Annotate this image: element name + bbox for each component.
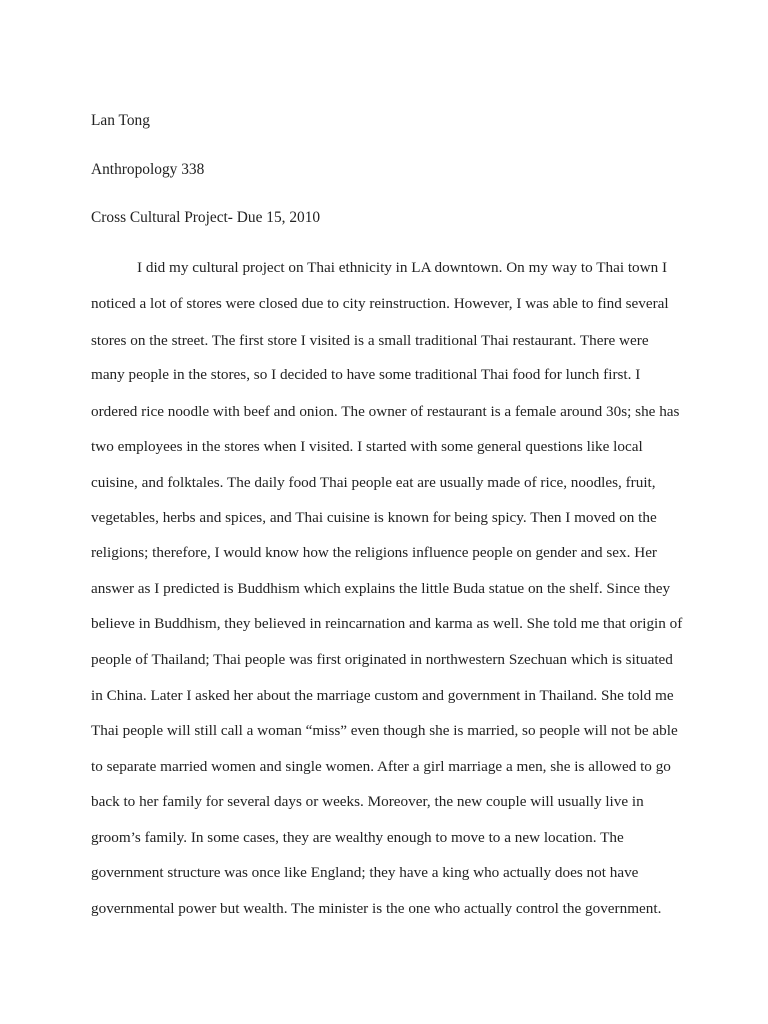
paragraph-line: in China. Later I asked her about the marriage custom and government in Thailand. She told me <box>91 687 674 704</box>
paragraph-line: stores on the street. The first store I visited is a small traditional Thai restaurant. There were <box>91 332 649 349</box>
course-name: Anthropology 338 <box>91 161 205 178</box>
project-title: Cross Cultural Project- Due 15, 2010 <box>91 209 321 226</box>
paragraph-line: to separate married women and single women. After a girl marriage a men, she is allowed to go <box>91 758 671 775</box>
paragraph-line: answer as I predicted is Buddhism which explains the little Buda statue on the shelf. Since they <box>91 580 671 597</box>
paragraph-line: many people in the stores, so I decided to have some traditional Thai food for lunch first. I <box>91 366 641 383</box>
paragraph-line: government structure was once like England; they have a king who actually does not have <box>91 864 639 881</box>
paragraph-line: I did my cultural project on Thai ethnicity in LA downtown. On my way to Thai town I <box>137 259 668 276</box>
paragraph-line: two employees in the stores when I visited. I started with some general questions like local <box>91 438 643 455</box>
paragraph-line: Thai people will still call a woman “miss” even though she is married, so people will not be able <box>91 722 678 739</box>
paragraph-line: noticed a lot of stores were closed due to city reinstruction. However, I was able to find several <box>91 295 669 312</box>
paragraph-line: groom’s family. In some cases, they are wealthy enough to move to a new location. The <box>91 829 624 846</box>
paragraph-line: governmental power but wealth. The minister is the one who actually control the government. <box>91 900 662 917</box>
paragraph-line: back to her family for several days or weeks. Moreover, the new couple will usually live in <box>91 793 644 810</box>
paragraph-line: cuisine, and folktales. The daily food Thai people eat are usually made of rice, noodles, fruit, <box>91 474 656 491</box>
paragraph-line: vegetables, herbs and spices, and Thai cuisine is known for being spicy. Then I moved on the <box>91 509 657 526</box>
author-name: Lan Tong <box>91 112 150 129</box>
paragraph-line: believe in Buddhism, they believed in reincarnation and karma as well. She told me that origin of <box>91 615 683 632</box>
paragraph-line: ordered rice noodle with beef and onion. The owner of restaurant is a female around 30s; she has <box>91 403 680 420</box>
paragraph-line: people of Thailand; Thai people was first originated in northwestern Szechuan which is situated <box>91 651 673 668</box>
paragraph-line: religions; therefore, I would know how the religions influence people on gender and sex. Her <box>91 544 657 561</box>
